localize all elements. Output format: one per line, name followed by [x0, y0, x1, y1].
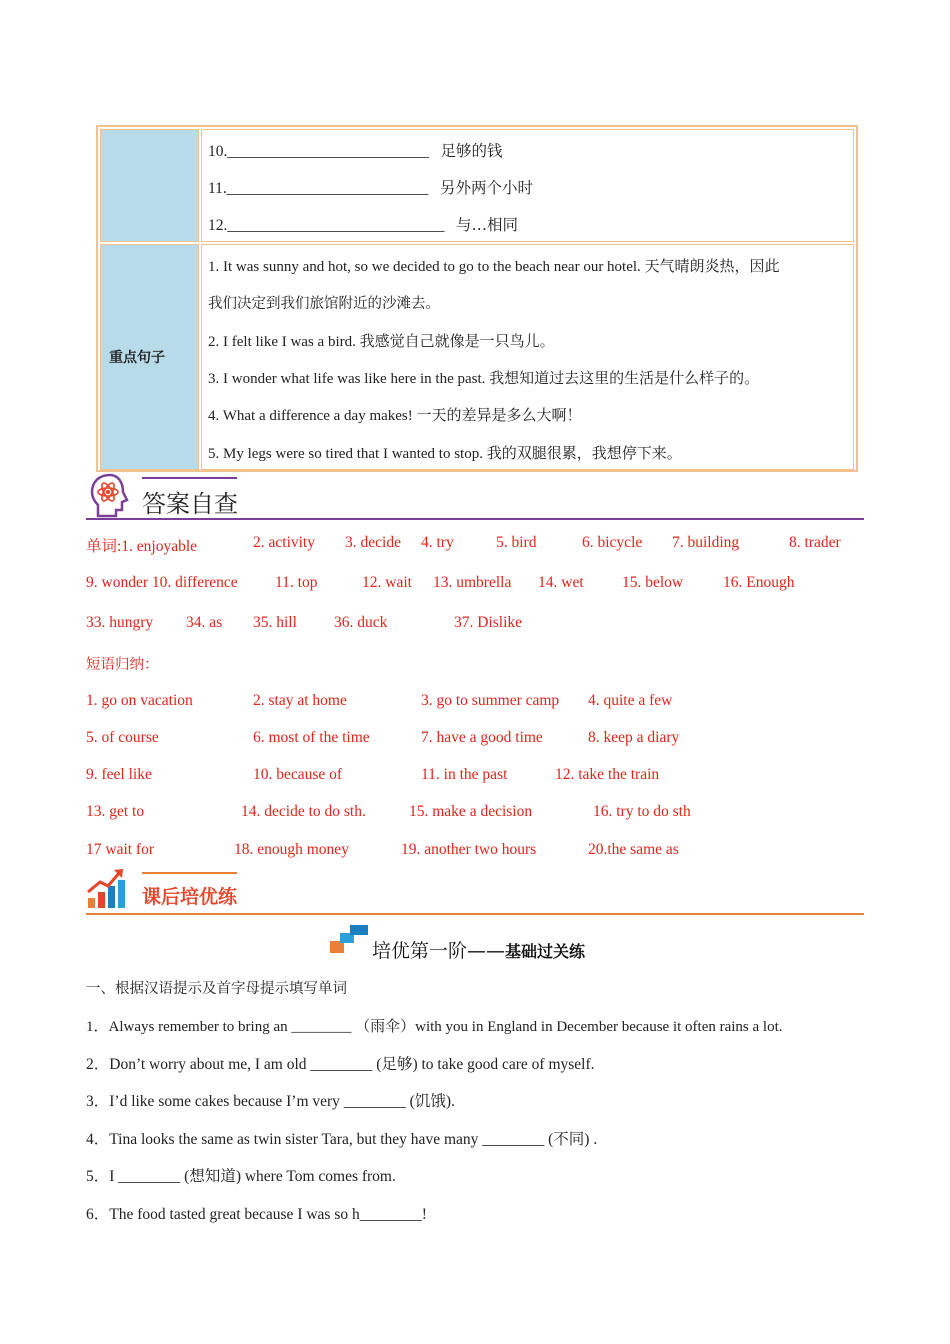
- chart-arrow-icon: [86, 866, 128, 910]
- answer-item: 4. try: [421, 534, 454, 551]
- blank: 10.__________________________: [208, 143, 429, 160]
- question: 6．The food tasted great because I was so h________!: [86, 1206, 427, 1223]
- title-accent-line: [142, 872, 237, 874]
- answer-item: 14. wet: [538, 574, 584, 591]
- blank: 11.__________________________: [208, 180, 429, 197]
- answer-item: 19. another two hours: [401, 841, 537, 858]
- answer-item: 1. go on vacation: [86, 692, 193, 709]
- vocab-table: [96, 125, 858, 472]
- answer-item: 7. building: [672, 534, 740, 551]
- answer-item: 15. below: [622, 574, 684, 591]
- sentence: 我们决定到我们旅馆附近的沙滩去。: [208, 296, 440, 312]
- phrases-label: 短语归纳：: [86, 657, 159, 673]
- brain-atom-icon: [88, 472, 132, 518]
- sentences-cell: [201, 244, 854, 470]
- sentence: 4. What a difference a day makes! 一天的差异是多么大啊！: [208, 408, 582, 424]
- answer-item: 12. wait: [362, 574, 412, 591]
- answer-item: 33. hungry: [86, 614, 154, 631]
- question: 3．I’d like some cakes because I’m very ________ (饥饿).: [86, 1093, 455, 1110]
- answer-item: 11. top: [275, 574, 318, 591]
- meaning: 与…相同: [456, 216, 519, 234]
- sentence: 5. My legs were so tired that I wanted to stop. 我的双腿很累，我想停下来。: [208, 446, 682, 462]
- meaning: 另外两个小时: [439, 179, 533, 197]
- phrase-row: [208, 213, 518, 235]
- answer-item: 12. take the train: [555, 766, 660, 783]
- phrase-row: [208, 176, 533, 198]
- answer-item: 3. go to summer camp: [421, 692, 560, 709]
- section-divider: [86, 518, 864, 520]
- title-accent-line: [142, 477, 237, 479]
- section-divider: [86, 913, 864, 915]
- answer-item: 34. as: [186, 614, 223, 631]
- answer-item: 10. because of: [253, 766, 343, 783]
- answer-item: 16. try to do sth: [593, 803, 691, 820]
- answer-item: 8. keep a diary: [588, 729, 680, 746]
- question: 1．Always remember to bring an ________ （雨伞）with you in England in December because it often rains a lot.: [86, 1019, 783, 1035]
- answer-item: 9. feel like: [86, 766, 152, 783]
- answer-item: 2. activity: [253, 534, 315, 551]
- blank: 12.____________________________: [208, 217, 445, 234]
- stage-title-main: 培优第一阶——: [372, 940, 506, 962]
- phrase-row: [208, 139, 503, 161]
- answer-item: 14. decide to do sth.: [241, 803, 366, 820]
- answer-item: 15. make a decision: [409, 803, 533, 820]
- answer-item: 9. wonder 10. difference: [86, 574, 238, 591]
- answer-item: 4. quite a few: [588, 692, 673, 709]
- answer-item: 16. Enough: [723, 574, 795, 591]
- answer-item: 6. bicycle: [582, 534, 643, 551]
- answer-item: 8. trader: [789, 534, 841, 551]
- answer-item: 36. duck: [334, 614, 388, 631]
- answer-item: 5. of course: [86, 729, 159, 746]
- answer-item: 单词:1. enjoyable: [86, 538, 198, 555]
- sentences-label-cell: [100, 244, 199, 470]
- answer-item: 13. umbrella: [433, 574, 512, 591]
- answer-item: 11. in the past: [421, 766, 508, 783]
- answer-item: 7. have a good time: [421, 729, 543, 746]
- phrase-label-cell: [100, 129, 199, 242]
- answer-item: 6. most of the time: [253, 729, 370, 746]
- stairs-icon: [328, 925, 370, 955]
- sentence: 2. I felt like I was a bird. 我感觉自己就像是一只鸟儿。: [208, 334, 555, 350]
- question: 5．I ________ (想知道) where Tom comes from.: [86, 1168, 396, 1185]
- answer-item: 2. stay at home: [253, 692, 347, 709]
- answer-item: 5. bird: [496, 534, 537, 551]
- practice-title: 课后培优练: [142, 886, 238, 908]
- stage-title: [372, 936, 585, 963]
- answers-title: 答案自查: [142, 490, 238, 518]
- question: 4．Tina looks the same as twin sister Tara, but they have many ________ (不同) .: [86, 1131, 598, 1148]
- sentence: 1. It was sunny and hot, so we decided to go to the beach near our hotel. 天气晴朗炎热，因此: [208, 259, 780, 275]
- meaning: 足够的钱: [440, 142, 503, 160]
- sentence: 3. I wonder what life was like here in the past. 我想知道过去这里的生活是什么样子的。: [208, 371, 760, 387]
- answer-item: 13. get to: [86, 803, 145, 820]
- stage-subtitle: 基础过关练: [505, 942, 586, 961]
- answer-item: 37. Dislike: [454, 614, 523, 631]
- answer-item: 35. hill: [253, 614, 297, 631]
- answer-item: 17 wait for: [86, 841, 155, 858]
- instruction: 一、根据汉语提示及首字母提示填写单词: [86, 981, 347, 997]
- answer-item: 3. decide: [345, 534, 401, 551]
- sentences-label: 重点句子: [109, 350, 165, 366]
- question: 2．Don’t worry about me, I am old ________ (足够) to take good care of myself.: [86, 1056, 595, 1073]
- answer-item: 20.the same as: [588, 841, 679, 858]
- answer-item: 18. enough money: [234, 841, 349, 858]
